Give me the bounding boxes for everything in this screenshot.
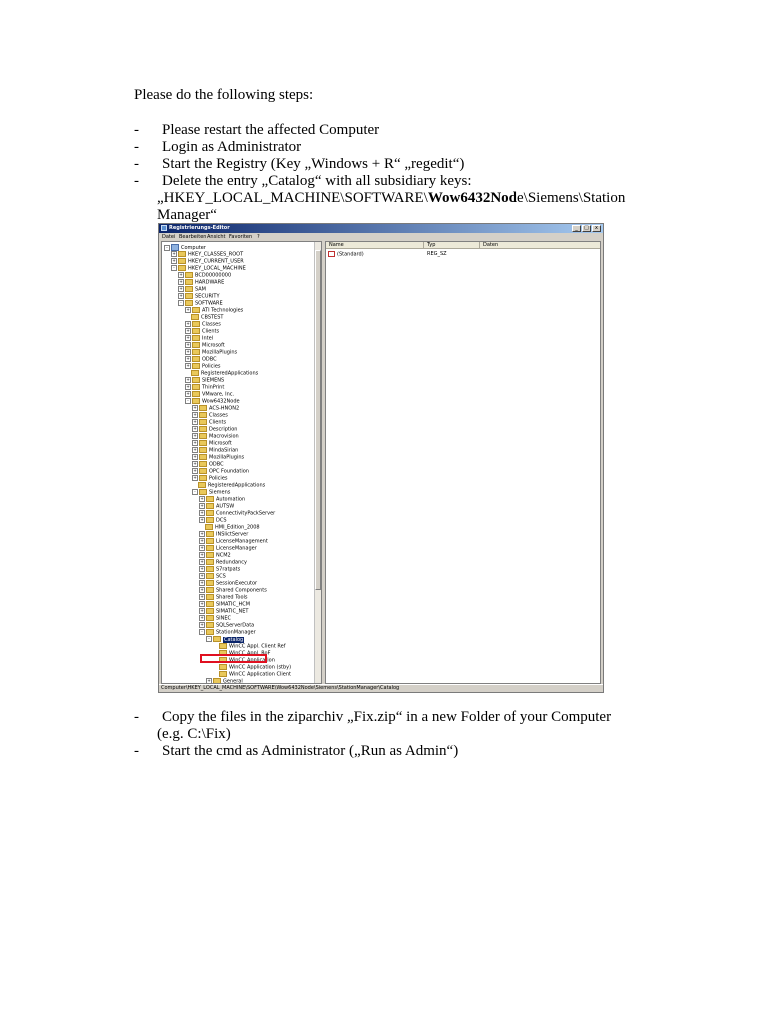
tree-node[interactable]: [199, 601, 250, 608]
folder-icon: [206, 545, 214, 551]
key-tree-pane[interactable]: [161, 241, 322, 684]
folder-icon: [192, 342, 200, 348]
expand-icon[interactable]: +: [179, 279, 183, 284]
tree-node-label: SessionExecutor: [216, 580, 258, 587]
tree-node-label: WinCC Application Client: [229, 671, 291, 678]
expand-icon[interactable]: +: [186, 384, 190, 389]
folder-icon: [206, 566, 214, 572]
folder-icon: [206, 538, 214, 544]
folder-icon: [206, 573, 214, 579]
expand-icon[interactable]: +: [193, 461, 197, 466]
expand-icon[interactable]: +: [186, 377, 190, 382]
folder-icon: [178, 258, 186, 264]
regedit-app-icon: [161, 225, 167, 231]
folder-icon: [205, 524, 213, 530]
expand-icon[interactable]: +: [179, 272, 183, 277]
expand-icon[interactable]: +: [200, 601, 204, 606]
folder-icon: [191, 370, 199, 376]
value-name: (Standard): [337, 251, 364, 258]
folder-icon: [199, 412, 207, 418]
folder-icon: [206, 601, 214, 607]
expand-icon[interactable]: +: [207, 678, 211, 683]
tree-node-label: RegisteredApplications: [201, 370, 259, 377]
folder-icon: [206, 559, 214, 565]
folder-icon: [192, 328, 200, 334]
tree-node-label: Policies: [202, 363, 221, 370]
tree-node[interactable]: [199, 524, 260, 531]
folder-icon: [185, 300, 193, 306]
title-bar[interactable]: [159, 224, 603, 233]
tree-node-label: SIMATIC_HCM: [216, 601, 251, 608]
folder-icon: [219, 664, 227, 670]
step-1-text: Please restart the affected Computer: [162, 122, 380, 138]
tree-node-label: Policies: [209, 475, 228, 482]
tree-node-label: WinCC Appl. Client Ref: [229, 643, 286, 650]
tree-node[interactable]: [199, 510, 275, 517]
expand-icon[interactable]: +: [193, 412, 197, 417]
tree-node[interactable]: [199, 517, 227, 524]
folder-icon: [192, 398, 200, 404]
menu-bearbeiten[interactable]: Bearbeiten: [179, 234, 207, 240]
expand-icon[interactable]: +: [200, 594, 204, 599]
expand-icon[interactable]: +: [179, 286, 183, 291]
tree-node[interactable]: [192, 461, 224, 468]
tree-node[interactable]: [199, 552, 231, 559]
tree-node[interactable]: [199, 503, 234, 510]
expand-icon[interactable]: +: [193, 475, 197, 480]
expand-icon[interactable]: +: [193, 447, 197, 452]
window-title: Registrierungs-Editor: [169, 225, 230, 231]
tree-node-label: SECURITY: [195, 293, 220, 300]
key-path-prefix: „HKEY_LOCAL_MACHINE\SOFTWARE\: [157, 190, 428, 206]
tree-node-label: BCD00000000: [195, 272, 232, 279]
catalog-highlight-box: [200, 654, 267, 663]
folder-icon: [199, 454, 207, 460]
folder-icon: [178, 251, 186, 257]
key-path-bold: Wow6432Nod: [427, 190, 518, 206]
tree-node-label: RegisteredApplications: [208, 482, 266, 489]
registry-editor-window: [158, 223, 604, 693]
folder-icon: [213, 636, 221, 642]
expand-icon[interactable]: +: [200, 517, 204, 522]
step-5-example: (e.g. C:\Fix): [157, 726, 231, 742]
tree-node-label: Microsoft: [209, 440, 232, 447]
folder-icon: [199, 433, 207, 439]
tree-node[interactable]: [178, 293, 220, 300]
values-pane[interactable]: [325, 241, 601, 684]
folder-icon: [206, 503, 214, 509]
folder-icon: [219, 643, 227, 649]
folder-icon: [206, 587, 214, 593]
folder-icon: [206, 629, 214, 635]
expand-icon[interactable]: +: [172, 258, 176, 263]
tree-node-label: Computer: [181, 245, 206, 251]
tree-node[interactable]: [213, 643, 285, 650]
folder-icon: [192, 349, 200, 355]
tree-scrollbar[interactable]: [314, 242, 321, 683]
tree-node[interactable]: [199, 545, 257, 552]
collapse-icon[interactable]: -: [171, 265, 177, 271]
tree-node[interactable]: [192, 489, 230, 496]
tree-node-label: MindaSirian: [209, 447, 239, 454]
tree-node-label: SAM: [195, 286, 207, 293]
value-row-name[interactable]: [328, 251, 364, 259]
folder-icon: [199, 405, 207, 411]
expand-icon[interactable]: +: [193, 433, 197, 438]
tree-node[interactable]: [199, 496, 245, 503]
close-button[interactable]: x: [592, 225, 601, 232]
tree-node[interactable]: [192, 447, 238, 454]
tree-node-label: Wow6432Node: [202, 398, 240, 405]
tree-node-label: HARDWARE: [195, 279, 225, 286]
expand-icon[interactable]: +: [186, 328, 190, 333]
menu-ansicht[interactable]: Ansicht: [207, 234, 226, 240]
tree-node[interactable]: [192, 405, 239, 412]
expand-icon[interactable]: +: [186, 342, 190, 347]
tree-scroll-thumb[interactable]: [315, 250, 321, 590]
tree-node-label: HKEY_LOCAL_MACHINE: [188, 265, 246, 272]
tree-node-label: LicenseManager: [216, 545, 257, 552]
tree-node[interactable]: [185, 391, 234, 398]
tree-node-label: Shared Components: [216, 587, 267, 594]
tree-node[interactable]: [192, 468, 249, 475]
folder-icon: [206, 510, 214, 516]
key-path-suffix: e\Siemens\Station: [517, 190, 626, 206]
tree-node-label: ACS-HNON2: [209, 405, 240, 412]
menu-datei[interactable]: Datei: [162, 234, 176, 240]
tree-node[interactable]: [199, 615, 231, 622]
folder-icon: [206, 552, 214, 558]
step-5-text: Copy the files in the ziparchiv „Fix.zip“ in a new Folder of your Computer: [162, 709, 612, 725]
tree-node-label: General: [223, 678, 243, 684]
registry-key-path: [157, 190, 625, 207]
step-5-marker: -: [134, 709, 139, 725]
folder-icon: [199, 440, 207, 446]
folder-icon: [199, 461, 207, 467]
tree-node[interactable]: [192, 433, 239, 440]
tree-node-label: CBSTEST: [201, 314, 224, 321]
tree-node[interactable]: [192, 419, 226, 426]
folder-icon: [206, 496, 214, 502]
tree-node[interactable]: [185, 377, 224, 384]
tree-node-label: WinCC Application: [229, 657, 275, 664]
folder-icon: [206, 531, 214, 537]
tree-node-label: SIMATIC_NET: [216, 608, 249, 615]
tree-node-label: INSlictServer: [216, 531, 249, 538]
value-row-type: REG_SZ: [427, 251, 447, 257]
expand-icon[interactable]: +: [200, 615, 204, 620]
tree-node-label: SIEMENS: [202, 377, 225, 384]
expand-icon[interactable]: +: [186, 391, 190, 396]
expand-icon[interactable]: +: [200, 503, 204, 508]
folder-icon: [206, 615, 214, 621]
tree-node[interactable]: [171, 251, 243, 258]
folder-icon: [192, 363, 200, 369]
folder-icon: [192, 356, 200, 362]
folder-icon: [206, 594, 214, 600]
tree-node[interactable]: [192, 440, 232, 447]
folder-icon: [199, 489, 207, 495]
tree-node-label: MozillaPlugins: [202, 349, 238, 356]
tree-node-label: WinCC Appl. RoF: [229, 650, 271, 657]
folder-icon: [219, 671, 227, 677]
tree-node[interactable]: [178, 286, 206, 293]
expand-icon[interactable]: +: [200, 510, 204, 515]
tree-node[interactable]: [192, 475, 228, 482]
step-2-text: Login as Administrator: [162, 139, 302, 155]
folder-icon: [206, 517, 214, 523]
expand-icon[interactable]: +: [200, 552, 204, 557]
step-3-marker: -: [134, 156, 139, 172]
folder-icon: [192, 391, 200, 397]
expand-icon[interactable]: +: [193, 468, 197, 473]
tree-node[interactable]: [199, 566, 240, 573]
column-header-data[interactable]: Daten: [480, 242, 601, 249]
expand-icon[interactable]: +: [200, 496, 204, 501]
column-header-type[interactable]: Typ: [424, 242, 480, 249]
tree-node[interactable]: [185, 363, 221, 370]
tree-node[interactable]: [192, 454, 244, 461]
tree-node[interactable]: [178, 279, 224, 286]
expand-icon[interactable]: +: [200, 608, 204, 613]
tree-node[interactable]: [199, 594, 248, 601]
folder-icon: [192, 335, 200, 341]
collapse-icon[interactable]: -: [185, 398, 191, 404]
collapse-icon[interactable]: -: [199, 629, 205, 635]
tree-node-label: Macrovision: [209, 433, 239, 440]
menu-favoriten[interactable]: Favoriten: [229, 234, 253, 240]
expand-icon[interactable]: +: [200, 545, 204, 550]
tree-node-label: Shared Tools: [216, 594, 248, 601]
expand-icon[interactable]: +: [186, 363, 190, 368]
expand-icon[interactable]: +: [193, 454, 197, 459]
column-header-name[interactable]: Name: [326, 242, 424, 249]
step-4-marker: -: [134, 173, 139, 189]
tree-node-label: Microsoft: [202, 342, 225, 349]
tree-node[interactable]: [199, 580, 257, 587]
tree-node-label: Catalog: [224, 636, 244, 643]
tree-node-label: SQLServerData: [216, 622, 255, 629]
expand-icon[interactable]: +: [193, 419, 197, 424]
tree-node-label: WinCC Application (stby): [229, 664, 292, 671]
tree-node-label: Classes: [202, 321, 221, 328]
tree-node[interactable]: [185, 370, 258, 377]
tree-node-label: StationManager: [216, 629, 256, 636]
tree-node-label: S7ratpats: [216, 566, 241, 573]
tree-node-label: Classes: [209, 412, 228, 419]
expand-icon[interactable]: +: [193, 440, 197, 445]
folder-icon: [192, 307, 200, 313]
tree-node[interactable]: [185, 342, 225, 349]
expand-icon[interactable]: +: [193, 426, 197, 431]
tree-node[interactable]: [185, 349, 237, 356]
folder-icon: [185, 279, 193, 285]
tree-node-label: Clients: [202, 328, 220, 335]
tree-node[interactable]: [213, 671, 291, 678]
menu-bar: [159, 233, 603, 241]
step-6-marker: -: [134, 743, 139, 759]
tree-node-label: MozillaPlugins: [209, 454, 245, 461]
tree-node[interactable]: [199, 587, 267, 594]
minimize-button[interactable]: _: [572, 225, 581, 232]
folder-icon: [198, 482, 206, 488]
tree-node[interactable]: [185, 307, 243, 314]
tree-node-label: Redundancy: [216, 559, 247, 566]
folder-icon: [206, 580, 214, 586]
registry-key-path-line2: Manager“: [157, 207, 217, 223]
folder-icon: [199, 468, 207, 474]
tree-node-label: SINEC: [216, 615, 232, 622]
folder-icon: [178, 265, 186, 271]
folder-icon: [206, 622, 214, 628]
tree-node-label: HKEY_CLASSES_ROOT: [188, 251, 244, 258]
tree-node[interactable]: [192, 482, 265, 489]
tree-node[interactable]: [199, 573, 226, 580]
tree-node[interactable]: [171, 258, 244, 265]
tree-node[interactable]: [192, 426, 237, 433]
tree-node[interactable]: [199, 538, 268, 545]
tree-node-label: SCS: [216, 573, 226, 580]
folder-icon: [192, 377, 200, 383]
folder-icon: [199, 447, 207, 453]
tree-node[interactable]: [185, 335, 213, 342]
tree-node-label: HMI_Edition_2008: [215, 524, 260, 531]
folder-icon: [206, 608, 214, 614]
maximize-button[interactable]: □: [582, 225, 591, 232]
folder-icon: [191, 314, 199, 320]
tree-node[interactable]: [178, 272, 231, 279]
tree-node[interactable]: [199, 608, 248, 615]
tree-node-label: Siemens: [209, 489, 231, 496]
tree-node[interactable]: [199, 531, 248, 538]
folder-icon: [192, 321, 200, 327]
tree-node-label: DCS: [216, 517, 227, 524]
tree-node[interactable]: [164, 244, 206, 251]
tree-node[interactable]: [199, 622, 254, 629]
expand-icon[interactable]: +: [200, 559, 204, 564]
expand-icon[interactable]: +: [186, 335, 190, 340]
folder-icon: [199, 475, 207, 481]
tree-node[interactable]: [213, 664, 291, 671]
menu-help[interactable]: ?: [257, 234, 260, 240]
tree-node[interactable]: [185, 328, 219, 335]
tree-node[interactable]: [171, 265, 246, 272]
tree-node-label: LicenseManagement: [216, 538, 268, 545]
tree-node-label: Clients: [209, 419, 227, 426]
tree-node[interactable]: [178, 300, 223, 307]
expand-icon[interactable]: +: [186, 307, 190, 312]
folder-icon: [199, 426, 207, 432]
step-3-text: Start the Registry (Key „Windows + R“ „regedit“): [162, 156, 465, 172]
collapse-icon[interactable]: -: [164, 245, 170, 251]
tree-node-label: SOFTWARE: [195, 300, 223, 307]
tree-node[interactable]: [185, 356, 217, 363]
tree-node[interactable]: [199, 559, 247, 566]
folder-icon: [185, 293, 193, 299]
step-6-text: Start the cmd as Administrator („Run as Admin“): [162, 743, 459, 759]
string-value-icon: [328, 251, 335, 257]
tree-node[interactable]: [185, 314, 223, 321]
expand-icon[interactable]: +: [200, 580, 204, 585]
expand-icon[interactable]: +: [200, 573, 204, 578]
step-1-marker: -: [134, 122, 139, 138]
expand-icon[interactable]: +: [186, 356, 190, 361]
folder-icon: [185, 272, 193, 278]
tree-node[interactable]: [199, 629, 256, 636]
tree-node-label: ODBC: [209, 461, 224, 468]
expand-icon[interactable]: +: [200, 538, 204, 543]
expand-icon[interactable]: +: [200, 531, 204, 536]
tree-node-label: AUTSW: [216, 503, 235, 510]
collapse-icon[interactable]: -: [192, 489, 198, 495]
status-bar: Computer\HKEY_LOCAL_MACHINE\SOFTWARE\Wow6432Node\Siemens\StationManager\Catalog: [159, 684, 603, 692]
folder-icon: [192, 384, 200, 390]
expand-icon[interactable]: +: [200, 566, 204, 571]
expand-icon[interactable]: +: [186, 321, 190, 326]
tree-node-label: ODBC: [202, 356, 217, 363]
step-2-marker: -: [134, 139, 139, 155]
tree-node-label: ATI Technologies: [202, 307, 244, 314]
expand-icon[interactable]: +: [193, 405, 197, 410]
tree-node-label: Description: [209, 426, 238, 433]
computer-icon: [171, 244, 179, 251]
tree-node-label: Intel: [202, 335, 214, 342]
folder-icon: [199, 419, 207, 425]
expand-icon[interactable]: +: [172, 251, 176, 256]
tree-node[interactable]: [185, 398, 240, 405]
tree-node[interactable]: [206, 636, 244, 643]
tree-node-label: VMware, Inc.: [202, 391, 235, 398]
collapse-icon[interactable]: -: [178, 300, 184, 306]
tree-node[interactable]: [185, 384, 224, 391]
tree-node-label: ThinPrint: [202, 384, 225, 391]
tree-node-label: Automation: [216, 496, 246, 503]
tree-node-label: HKEY_CURRENT_USER: [188, 258, 244, 265]
tree-node[interactable]: [192, 412, 228, 419]
expand-icon[interactable]: +: [200, 622, 204, 627]
collapse-icon[interactable]: -: [206, 636, 212, 642]
step-4-text: Delete the entry „Catalog“ with all subsidiary keys:: [162, 173, 472, 189]
tree-node-label: NCM2: [216, 552, 231, 559]
intro-text: Please do the following steps:: [134, 87, 314, 103]
tree-node-label: OPC Foundation: [209, 468, 249, 475]
folder-icon: [185, 286, 193, 292]
tree-node-label: ConnectivityPackServer: [216, 510, 276, 517]
tree-node[interactable]: [185, 321, 221, 328]
expand-icon[interactable]: +: [179, 293, 183, 298]
expand-icon[interactable]: +: [200, 587, 204, 592]
expand-icon[interactable]: +: [186, 349, 190, 354]
